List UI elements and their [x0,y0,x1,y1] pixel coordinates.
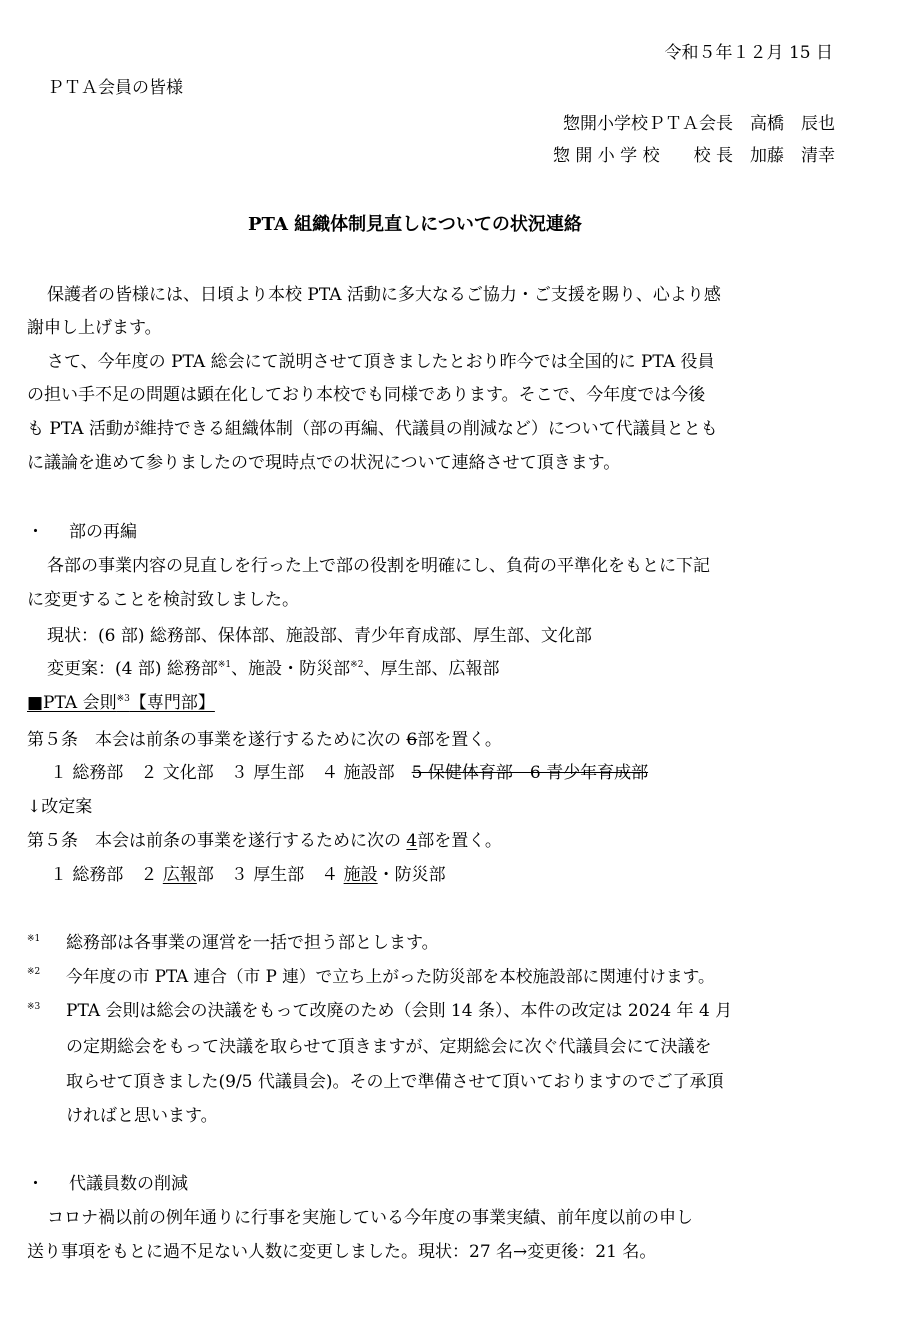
intro-line: さて、今年度の PTA 総会にて説明させて頂きましたとおり昨今では全国的に PTA 役員 [47,352,715,372]
note-mark: ※1 [27,934,41,944]
note-text: ければと思います。 [66,1106,218,1126]
note-mark: ※3 [27,1002,41,1012]
note-mark: ※2 [27,967,41,977]
date: 令和５年１２月 15 日 [664,43,833,63]
section1-body: 各部の事業内容の見直しを行った上で部の役割を明確にし、負荷の平準化をもとに下記 [47,556,710,576]
old-count: 6 [406,730,418,750]
note-text: 今年度の市 PTA 連合（市 P 連）で立ち上がった防災部を本校施設部に関連付けます。 [66,966,715,986]
sender-pta-president: 惣開小学校ＰＴＡ会長 高橋 辰也 [563,114,835,134]
page-title: PTA 組織体制見直しについての状況連絡 [248,214,582,235]
note-text: の定期総会をもって決議を取らせて頂きますが、定期総会に次ぐ代議員会にて決議を [66,1037,712,1057]
intro-line: の担い手不足の問題は顕在化しており本校でも同様であります。そこで、今年度では今後 [27,385,706,405]
revision-label: ↓改定案 [27,797,93,817]
section1-body: に変更することを検討致しました。 [27,590,299,610]
recipient: ＰＴＡ会員の皆様 [47,78,183,98]
article-old: 第５条 本会は前条の事業を遂行するために次の 6部を置く。 [27,730,502,750]
section2-body: 送り事項をもとに過不足ない人数に変更しました。現状：27 名→変更後：21 名。 [27,1242,657,1262]
intro-line: 保護者の皆様には、日頃より本校 PTA 活動に多大なるご協力・ご支援を賜り、心より感 [47,285,721,305]
section2-body: コロナ禍以前の例年通りに行事を実施している今年度の事業実績、前年度以前の申し [47,1208,693,1228]
departments-new-list: １ 総務部 ２ 広報部 ３ 厚生部 ４ 施設・防災部 [50,865,446,885]
new-count: 4 [406,831,418,851]
note-text: 取らせて頂きました(9/5 代議員会)。その上で準備させて頂いておりますのでご了承頂 [66,1072,724,1092]
footnote-ref-3: ※3 [116,694,130,704]
section2-bullet: ・ [27,1174,44,1194]
section1-heading: 部の再編 [69,522,137,542]
departments-old-list: １ 総務部 ２ 文化部 ３ 厚生部 ４ 施設部 5 保健体育部 6 青少年育成部 [50,763,649,783]
rule-heading: ■PTA 会則$^{※3}$【専門部】 [27,693,215,713]
footnote-ref-1: ※1 [217,660,232,670]
intro-line: 謝申し上げます。 [27,318,162,338]
current-departments: 現状：(6 部) 総務部、保体部、施設部、青少年育成部、厚生部、文化部 [47,626,592,646]
intro-line: に議論を進めて参りましたので現時点での状況について連絡させて頂きます。 [27,453,621,473]
note-text: 総務部は各事業の運営を一括で担う部とします。 [66,933,439,953]
section1-bullet: ・ [27,522,44,542]
note-text: PTA 会則は総会の決議をもって改廃のため（会則 14 条）、本件の改定は 2024 年 4 月 [66,1001,733,1021]
sender-principal: 惣 開 小 学 校 校 長 加藤 清幸 [552,146,835,166]
footnote-ref-2: ※2 [350,660,364,670]
proposed-departments: 変更案：(4 部) 総務部$^{※1}$、施設・防災部$^{※2}$、厚生部、広報部 [47,659,500,679]
removed-departments: 5 保健体育部 6 青少年育成部 [411,763,649,783]
section2-heading: 代議員数の削減 [69,1174,188,1194]
intro-line: も PTA 活動が維持できる組織体制（部の再編、代議員の削減など）について代議員ととも [27,419,718,439]
article-new: 第５条 本会は前条の事業を遂行するために次の 4部を置く。 [27,831,502,851]
